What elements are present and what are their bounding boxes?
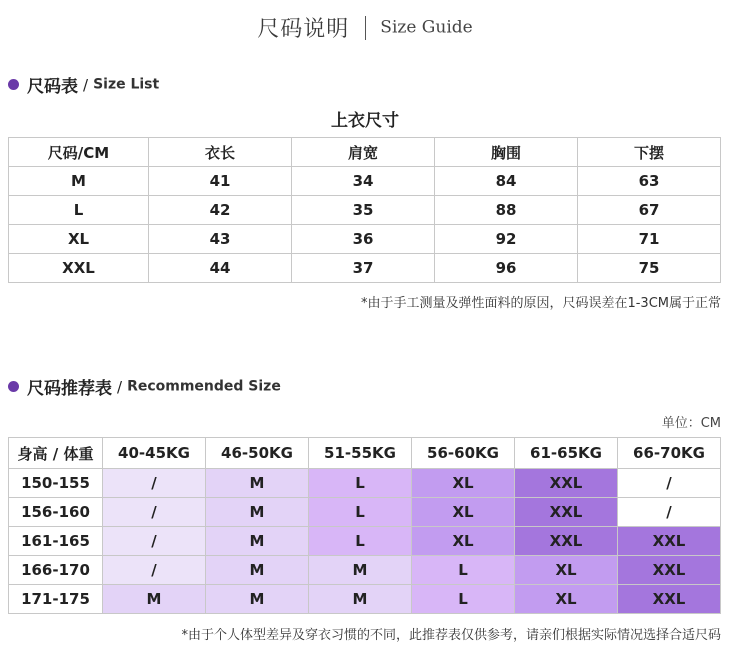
measurement-cell: 37 — [292, 254, 435, 283]
recommended-size-cell: XL — [412, 527, 515, 556]
table-row — [9, 469, 721, 498]
table-row — [9, 498, 721, 527]
size-list-title-zh: 尺码表 — [27, 77, 78, 97]
height-label-cell: 166-170 — [9, 556, 103, 585]
recommended-size-cell: XL — [412, 469, 515, 498]
weight-column-header: 身高 / 体重 — [9, 438, 103, 469]
recommended-size-cell: M — [206, 585, 309, 614]
bullet-dot-icon — [8, 381, 19, 392]
weight-column-header: 61-65KG — [515, 438, 618, 469]
recommended-size-cell: XL — [515, 585, 618, 614]
recommended-size-cell: M — [206, 498, 309, 527]
size-label-cell: L — [9, 196, 149, 225]
size-column-header: 衣长 — [149, 138, 292, 167]
recommended-size-cell: XXL — [618, 585, 721, 614]
size-table-header-row — [9, 138, 721, 167]
recommended-size-cell: L — [309, 527, 412, 556]
recommended-size-cell: L — [309, 469, 412, 498]
recommended-size-cell: XXL — [618, 527, 721, 556]
measurement-cell: 41 — [149, 167, 292, 196]
size-list-heading — [8, 72, 159, 97]
heading-slash: / — [117, 377, 123, 396]
recommended-size-cell: L — [412, 556, 515, 585]
recommended-size-cell: M — [206, 469, 309, 498]
recommended-heading — [8, 374, 281, 399]
recommended-table-note: *由于个人体型差异及穿衣习惯的不同，此推荐表仅供参考，请亲们根据实际情况选择合适尺码 — [181, 628, 721, 643]
height-label-cell: 161-165 — [9, 527, 103, 556]
recommended-size-cell: M — [309, 556, 412, 585]
recommended-size-cell: XXL — [515, 527, 618, 556]
size-column-header: 胸围 — [435, 138, 578, 167]
recommended-size-cell: XXL — [515, 498, 618, 527]
table-row — [9, 254, 721, 283]
measurement-cell: 92 — [435, 225, 578, 254]
size-table-caption: 上衣尺寸 — [331, 111, 399, 131]
recommended-size-cell: / — [103, 498, 206, 527]
heading-slash: / — [83, 75, 89, 94]
weight-column-header: 66-70KG — [618, 438, 721, 469]
recommended-table — [8, 437, 721, 614]
table-row — [9, 585, 721, 614]
table-row — [9, 527, 721, 556]
height-label-cell: 156-160 — [9, 498, 103, 527]
recommended-size-cell: M — [206, 527, 309, 556]
weight-column-header: 56-60KG — [412, 438, 515, 469]
size-column-header: 肩宽 — [292, 138, 435, 167]
table-row — [9, 225, 721, 254]
recommended-size-cell: XL — [412, 498, 515, 527]
size-column-header: 下摆 — [578, 138, 721, 167]
recommended-size-cell: M — [103, 585, 206, 614]
size-label-cell: M — [9, 167, 149, 196]
recommended-size-cell: M — [206, 556, 309, 585]
page-title: 尺码说明 — [257, 17, 350, 42]
measurement-cell: 71 — [578, 225, 721, 254]
title-divider — [365, 16, 366, 40]
measurement-cell: 96 — [435, 254, 578, 283]
table-row — [9, 196, 721, 225]
measurement-cell: 36 — [292, 225, 435, 254]
recommended-size-cell: / — [618, 469, 721, 498]
measurement-cell: 84 — [435, 167, 578, 196]
recommended-size-cell: / — [618, 498, 721, 527]
table-row — [9, 556, 721, 585]
weight-column-header: 40-45KG — [103, 438, 206, 469]
recommended-size-cell: XXL — [618, 556, 721, 585]
measurement-cell: 43 — [149, 225, 292, 254]
recommended-size-cell: / — [103, 527, 206, 556]
measurement-cell: 35 — [292, 196, 435, 225]
bullet-dot-icon — [8, 79, 19, 90]
size-table-note: *由于手工测量及弹性面料的原因，尺码误差在1-3CM属于正常 — [360, 296, 721, 311]
recommended-size-cell: L — [412, 585, 515, 614]
recommended-title-zh: 尺码推荐表 — [27, 379, 112, 399]
measurement-cell: 34 — [292, 167, 435, 196]
height-label-cell: 171-175 — [9, 585, 103, 614]
measurement-cell: 42 — [149, 196, 292, 225]
measurement-cell: 63 — [578, 167, 721, 196]
recommended-size-cell: M — [309, 585, 412, 614]
recommended-size-cell: L — [309, 498, 412, 527]
page-header — [0, 12, 730, 43]
recommended-size-cell: XL — [515, 556, 618, 585]
measurement-cell: 75 — [578, 254, 721, 283]
weight-column-header: 51-55KG — [309, 438, 412, 469]
size-column-header: 尺码/CM — [9, 138, 149, 167]
size-list-title-en: Size List — [93, 76, 160, 93]
measurement-cell: 88 — [435, 196, 578, 225]
size-label-cell: XXL — [9, 254, 149, 283]
recommended-table-header-row — [9, 438, 721, 469]
recommended-size-cell: / — [103, 556, 206, 585]
weight-column-header: 46-50KG — [206, 438, 309, 469]
measurement-cell: 44 — [149, 254, 292, 283]
page-subtitle: Size Guide — [380, 17, 473, 38]
recommended-size-cell: XXL — [515, 469, 618, 498]
height-label-cell: 150-155 — [9, 469, 103, 498]
measurement-cell: 67 — [578, 196, 721, 225]
size-table — [8, 137, 721, 283]
recommended-size-cell: / — [103, 469, 206, 498]
unit-label: 单位：CM — [661, 416, 721, 431]
recommended-title-en: Recommended Size — [127, 378, 281, 395]
table-row — [9, 167, 721, 196]
size-label-cell: XL — [9, 225, 149, 254]
